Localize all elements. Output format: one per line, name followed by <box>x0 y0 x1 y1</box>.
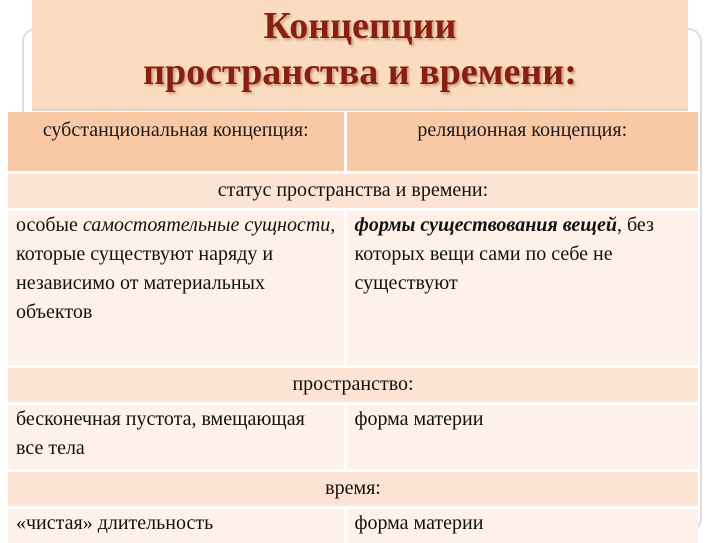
section-row-space <box>8 366 698 403</box>
slide-title-line-1: Концепции <box>263 5 457 47</box>
header-relational: реляционная концепция: <box>345 112 698 172</box>
cell-text: , без которых вещи сами по себе не существуют <box>354 213 654 294</box>
table-row-status <box>8 209 698 366</box>
concepts-table <box>8 112 698 543</box>
slide-title-line-2: пространства и времени: <box>143 51 577 93</box>
cell-text: особые <box>16 213 83 236</box>
table-row-space <box>8 403 698 470</box>
section-label-status: статус пространства и времени: <box>8 172 698 209</box>
table-row-time <box>8 507 698 543</box>
cell-space-substantial: бесконечная пустота, вмещающая все тела <box>8 403 345 470</box>
section-row-status <box>8 172 698 209</box>
cell-status-substantial <box>8 209 345 366</box>
cell-status-relational <box>345 209 698 366</box>
cell-space-relational: форма материи <box>345 403 698 470</box>
cell-text: , которые существуют наряду и независимо от материальных объектов <box>16 213 336 323</box>
cell-time-substantial: «чистая» длительность <box>8 507 345 543</box>
section-label-time: время: <box>8 470 698 507</box>
cell-time-relational: форма материи <box>345 507 698 543</box>
header-substantial: субстанциональная концепция: <box>8 112 345 172</box>
emphasis-text: самостоятельные сущности <box>82 213 331 236</box>
section-label-space: пространство: <box>8 366 698 403</box>
emphasis-text: формы существования вещей <box>354 213 617 236</box>
title-panel <box>32 0 688 108</box>
section-row-time <box>8 470 698 507</box>
table-header-row <box>8 112 698 172</box>
